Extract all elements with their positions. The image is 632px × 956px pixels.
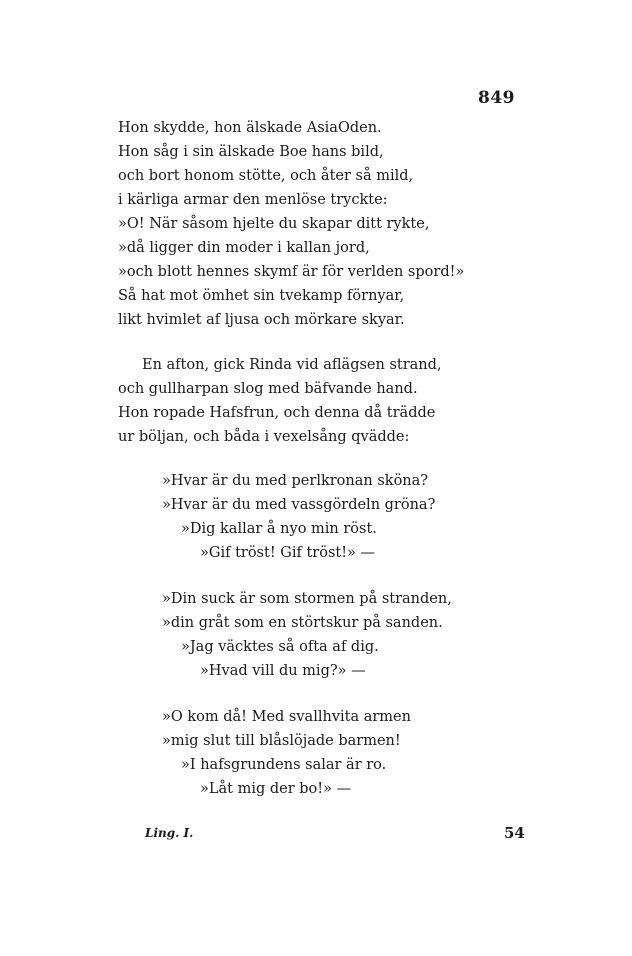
verse-line: »O! När såsom hjelte du skapar ditt rykte, [118, 216, 430, 232]
verse-line: »Hvar är du med perlkronan sköna? [162, 473, 429, 489]
verse-line: »och blott hennes skymf är för verlden spord!» [118, 264, 465, 280]
page-number: 849 [478, 88, 515, 108]
footer-signature: Ling. I. [145, 826, 194, 840]
footer-number: 54 [504, 824, 525, 842]
verse-line: »mig slut till blåslöjade barmen! [162, 733, 401, 749]
verse-line: »O kom då! Med svallhvita armen [162, 709, 411, 725]
verse-line: »då ligger din moder i kallan jord, [118, 240, 370, 256]
verse-line: och bort honom stötte, och åter så mild, [118, 168, 414, 184]
verse-line: Hon ropade Hafsfrun, och denna då trädde [118, 405, 436, 421]
verse-line: i kärliga armar den menlöse tryckte: [118, 192, 388, 208]
verse-line: »Hvar är du med vassgördeln gröna? [162, 497, 436, 513]
verse-line: och gullharpan slog med bäfvande hand. [118, 381, 418, 397]
verse-line: »Gif tröst! Gif tröst!» — [200, 545, 376, 561]
verse-line: ur böljan, och båda i vexelsång qvädde: [118, 429, 410, 445]
verse-line: »din gråt som en störtskur på sanden. [162, 615, 443, 631]
verse-line: En afton, gick Rinda vid aflägsen strand, [142, 357, 442, 373]
verse-line: likt hvimlet af ljusa och mörkare skyar. [118, 312, 405, 328]
verse-line: »Jag väcktes så ofta af dig. [181, 639, 379, 655]
verse-line: Så hat mot ömhet sin tvekamp förnyar, [118, 288, 405, 304]
verse-line: »Hvad vill du mig?» — [200, 663, 366, 679]
verse-line: »Låt mig der bo!» — [200, 781, 352, 797]
verse-line: »Din suck är som stormen på stranden, [162, 591, 452, 607]
verse-line: »I hafsgrundens salar är ro. [181, 757, 387, 773]
verse-line: Hon skydde, hon älskade AsiaOden. [118, 120, 382, 136]
verse-line: Hon såg i sin älskade Boe hans bild, [118, 144, 384, 160]
verse-line: »Dig kallar å nyo min röst. [181, 521, 377, 537]
